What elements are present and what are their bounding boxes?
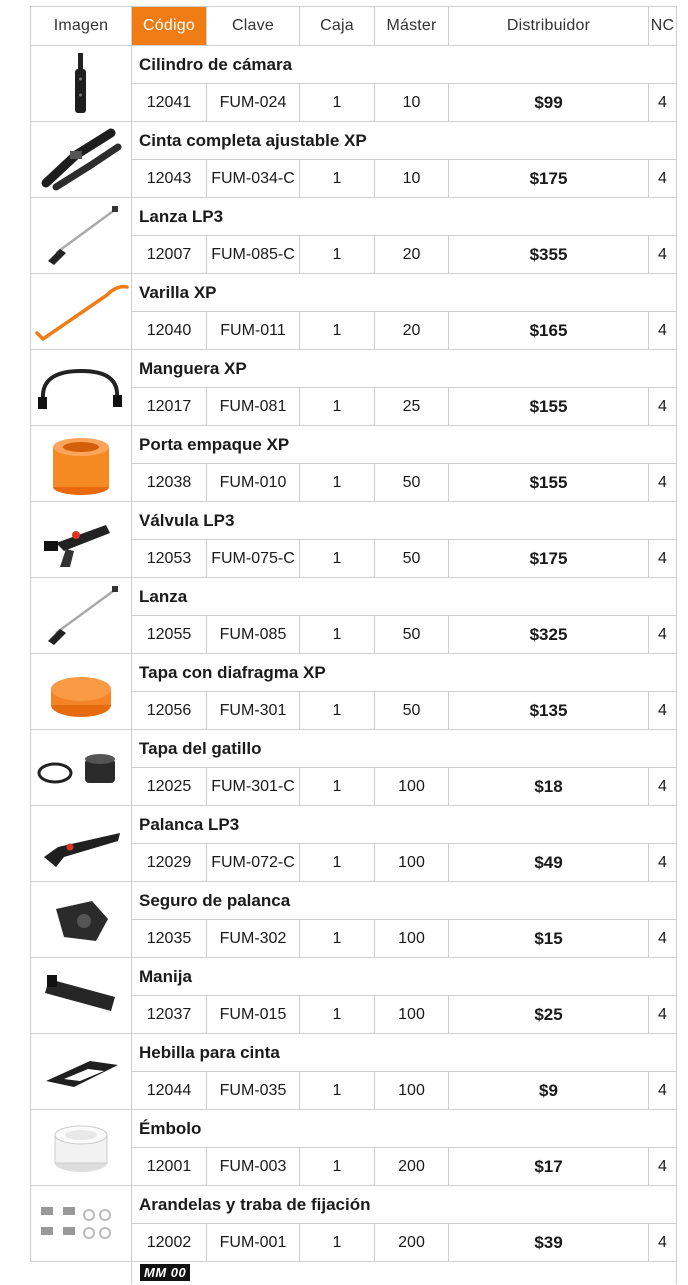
product-name-row [31, 882, 677, 920]
product-code: 12017 [132, 388, 207, 426]
product-price: $135 [449, 692, 649, 730]
product-price: $175 [449, 160, 649, 198]
product-name-row [31, 806, 677, 844]
product-nc: 4 [649, 1224, 677, 1262]
product-box: 1 [300, 84, 375, 122]
footer-row [31, 1262, 677, 1285]
product-box: 1 [300, 236, 375, 274]
product-code: 12002 [132, 1224, 207, 1262]
lance-icon [31, 198, 132, 274]
product-nc: 4 [649, 312, 677, 350]
plunger-icon [31, 1110, 132, 1186]
product-name: Varilla XP [132, 274, 677, 312]
product-name: Hebilla para cinta [132, 1034, 677, 1072]
product-name-row [31, 1186, 677, 1224]
packing-holder-icon [31, 426, 132, 502]
product-name: Lanza [132, 578, 677, 616]
product-code: 12035 [132, 920, 207, 958]
strap-icon [31, 122, 132, 198]
product-name: Seguro de palanca [132, 882, 677, 920]
product-name: Manguera XP [132, 350, 677, 388]
product-master: 100 [375, 920, 449, 958]
cylinder-icon [31, 46, 132, 122]
product-key: FUM-085 [207, 616, 300, 654]
product-price: $155 [449, 388, 649, 426]
product-master: 25 [375, 388, 449, 426]
product-master: 100 [375, 1072, 449, 1110]
product-price: $39 [449, 1224, 649, 1262]
product-name-row [31, 198, 677, 236]
product-code: 12038 [132, 464, 207, 502]
product-price: $49 [449, 844, 649, 882]
product-name-row [31, 578, 677, 616]
col-header-code[interactable]: Código [132, 7, 207, 46]
product-key: FUM-072-C [207, 844, 300, 882]
product-box: 1 [300, 996, 375, 1034]
product-box: 1 [300, 1224, 375, 1262]
product-code: 12055 [132, 616, 207, 654]
product-box: 1 [300, 844, 375, 882]
product-box: 1 [300, 768, 375, 806]
product-name: Lanza LP3 [132, 198, 677, 236]
product-nc: 4 [649, 464, 677, 502]
buckle-icon [31, 1034, 132, 1110]
product-code: 12029 [132, 844, 207, 882]
product-name: Manija [132, 958, 677, 996]
product-nc: 4 [649, 920, 677, 958]
product-code: 12037 [132, 996, 207, 1034]
product-name: Válvula LP3 [132, 502, 677, 540]
product-code: 12044 [132, 1072, 207, 1110]
product-name-row [31, 1034, 677, 1072]
product-name: Cilindro de cámara [132, 46, 677, 84]
product-name-row [31, 350, 677, 388]
product-name-row [31, 958, 677, 996]
col-header-distributor[interactable]: Distribuidor [449, 7, 649, 46]
product-box: 1 [300, 464, 375, 502]
product-name: Arandelas y traba de fijación [132, 1186, 677, 1224]
product-price: $18 [449, 768, 649, 806]
product-price: $17 [449, 1148, 649, 1186]
washers-icon [31, 1186, 132, 1262]
product-name-row [31, 1110, 677, 1148]
lance-icon [31, 578, 132, 654]
product-code: 12056 [132, 692, 207, 730]
product-code: 12053 [132, 540, 207, 578]
product-name: Palanca LP3 [132, 806, 677, 844]
product-box: 1 [300, 388, 375, 426]
lever-lock-icon [31, 882, 132, 958]
product-nc: 4 [649, 768, 677, 806]
product-key: FUM-010 [207, 464, 300, 502]
footer-cell [132, 1262, 677, 1285]
product-nc: 4 [649, 160, 677, 198]
product-master: 50 [375, 616, 449, 654]
product-name-row [31, 654, 677, 692]
product-price: $355 [449, 236, 649, 274]
product-name-row [31, 730, 677, 768]
product-code: 12040 [132, 312, 207, 350]
product-code: 12001 [132, 1148, 207, 1186]
product-price: $9 [449, 1072, 649, 1110]
product-master: 100 [375, 768, 449, 806]
header-row [31, 7, 677, 46]
product-nc: 4 [649, 236, 677, 274]
product-name-row [31, 46, 677, 84]
product-price: $325 [449, 616, 649, 654]
product-nc: 4 [649, 692, 677, 730]
product-nc: 4 [649, 540, 677, 578]
product-nc: 4 [649, 388, 677, 426]
product-nc: 4 [649, 1072, 677, 1110]
product-nc: 4 [649, 996, 677, 1034]
product-key: FUM-001 [207, 1224, 300, 1262]
product-name: Porta empaque XP [132, 426, 677, 464]
valve-icon [31, 502, 132, 578]
product-key: FUM-015 [207, 996, 300, 1034]
product-box: 1 [300, 920, 375, 958]
product-box: 1 [300, 160, 375, 198]
trigger-cap-icon [31, 730, 132, 806]
product-nc: 4 [649, 616, 677, 654]
product-key: FUM-301 [207, 692, 300, 730]
rod-icon [31, 274, 132, 350]
product-box: 1 [300, 692, 375, 730]
product-code: 12007 [132, 236, 207, 274]
product-price: $99 [449, 84, 649, 122]
hose-icon [31, 350, 132, 426]
product-price: $15 [449, 920, 649, 958]
handle-icon [31, 958, 132, 1034]
product-key: FUM-081 [207, 388, 300, 426]
product-master: 100 [375, 844, 449, 882]
product-box: 1 [300, 312, 375, 350]
product-box: 1 [300, 540, 375, 578]
product-code: 12025 [132, 768, 207, 806]
product-name-row [31, 426, 677, 464]
product-table [30, 6, 677, 1284]
diaphragm-cap-icon [31, 654, 132, 730]
product-key: FUM-075-C [207, 540, 300, 578]
product-box: 1 [300, 1148, 375, 1186]
product-name-row [31, 274, 677, 312]
product-master: 50 [375, 464, 449, 502]
col-header-image[interactable]: Imagen [31, 7, 132, 46]
product-price: $175 [449, 540, 649, 578]
product-name: Tapa con diafragma XP [132, 654, 677, 692]
lever-icon [31, 806, 132, 882]
product-master: 20 [375, 312, 449, 350]
col-header-nc[interactable]: NC [649, 7, 677, 46]
product-code: 12041 [132, 84, 207, 122]
product-key: FUM-085-C [207, 236, 300, 274]
product-key: FUM-003 [207, 1148, 300, 1186]
product-key: FUM-301-C [207, 768, 300, 806]
product-key: FUM-024 [207, 84, 300, 122]
col-header-master[interactable]: Máster [375, 7, 449, 46]
product-price: $155 [449, 464, 649, 502]
product-name-row [31, 122, 677, 160]
product-nc: 4 [649, 844, 677, 882]
footer-badge: MM 00 [140, 1264, 190, 1281]
product-master: 200 [375, 1224, 449, 1262]
product-nc: 4 [649, 84, 677, 122]
product-box: 1 [300, 1072, 375, 1110]
product-master: 100 [375, 996, 449, 1034]
product-name: Émbolo [132, 1110, 677, 1148]
product-master: 200 [375, 1148, 449, 1186]
product-price: $25 [449, 996, 649, 1034]
product-nc: 4 [649, 1148, 677, 1186]
product-master: 50 [375, 540, 449, 578]
product-price: $165 [449, 312, 649, 350]
product-key: FUM-302 [207, 920, 300, 958]
product-master: 10 [375, 160, 449, 198]
product-key: FUM-035 [207, 1072, 300, 1110]
product-code: 12043 [132, 160, 207, 198]
product-name-row [31, 502, 677, 540]
col-header-key[interactable]: Clave [207, 7, 300, 46]
product-master: 10 [375, 84, 449, 122]
product-master: 20 [375, 236, 449, 274]
product-box: 1 [300, 616, 375, 654]
product-key: FUM-011 [207, 312, 300, 350]
product-key: FUM-034-C [207, 160, 300, 198]
product-name: Cinta completa ajustable XP [132, 122, 677, 160]
product-master: 50 [375, 692, 449, 730]
product-name: Tapa del gatillo [132, 730, 677, 768]
col-header-box[interactable]: Caja [300, 7, 375, 46]
